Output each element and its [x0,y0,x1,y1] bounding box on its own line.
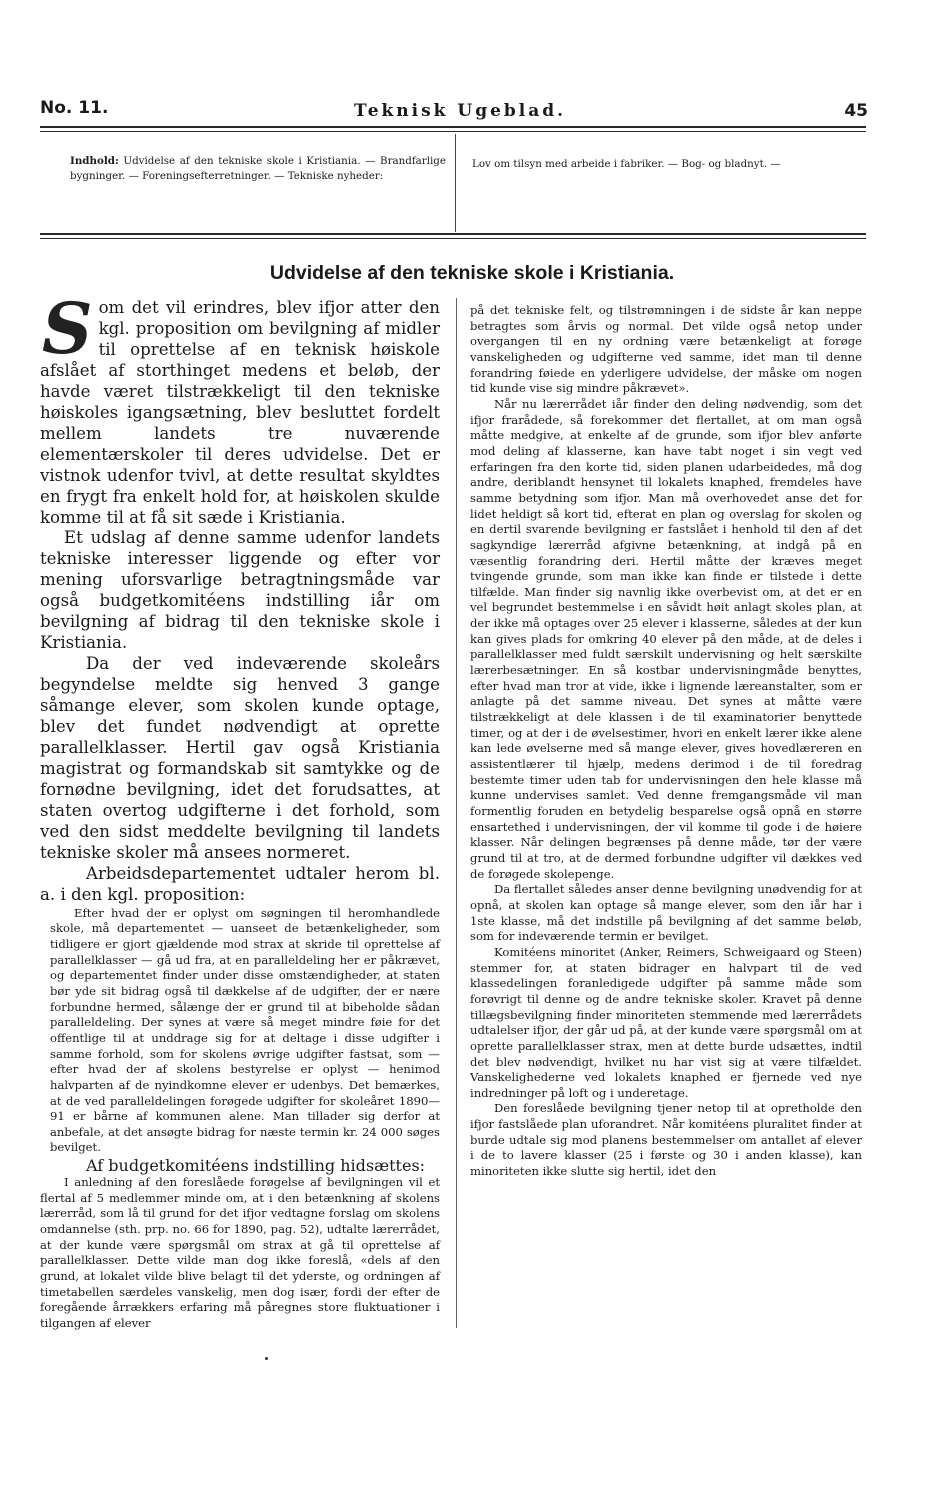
paragraph [40,528,440,654]
contents-label: Indhold: [70,155,119,167]
paragraph [40,864,440,906]
paragraph-text: Da flertallet således anser denne bevilgning unødvendig for at opnå, at skolen kan optage så mange elever, som den iår har i 1ste klasse, må det indstille på bevilgning af det samme beløb, som for indeværende termin er bevilget. [470,882,862,944]
page-number: 45 [844,101,868,121]
paragraph [40,1156,440,1175]
paragraph-text: Når nu lærerrådet iår finder den deling nødvendig, som det ifjor frarådede, så forekommer det flertallet, at om man også måtte medgive, at enkelte af de grunde, som ifjor blev anførte mod deling af klasserne, kan have tabt noget i sin vegt ved erfaringen fra den korte tid, siden planen udarbeidedes, må dog andre, deriblandt hensynet til lokalets knaphed, fremdeles have samme betydning som ifjor. Man må overhovedet anse det for lidet heldigt så kort tid, efterat en plan og overslag for skolen og en dertil svarende bevilgning er fastslået i henhold til den af det sagkyndige lærerråd afgivne betænkning, at indgå på en væsentlig forandring deri. Hertil måtte der kræves meget tvingende grunde, som man ikke kan finde er tilstede i dette tilfælde. Man finder sig navnlig ikke overbevist om, at det er en vel begrundet bestemmelse i en såvidt høit anlagt skoles plan, at der ikke må optages over 25 elever i klasserne, således at der kun kan gives plads for omkring 40 elever på den måde, at de deles i parallelklasser med fuldt særskilt undervisning og helt særskilte lærerbesætninger. En så kostbar undervisningmåde benyttes, efter hvad man tror at vide, ikke i lignende læreanstalter, som er anlagte på det samme niveau. Det synes at måtte være tilstrækkeligt at dele klassen i de til examinatorier benyttede timer, og at der i de øvelsestimer, hvori en enkelt lærer ikke alene kan lede øvelserne med så mange elever, gives hovedlæreren en assistentlærer til hjælp, medens derimod i de til foredrag bestemte timer uden tab for undervisningen den hele klasse må kunne undervises samlet. Ved denne fremgangsmåde vil man formentlig foruden en betydelig besparelse også opnå en større ensartethed i undervisningen, der vil komme til gode i de høiere klasser. Når delingen begrænses på denne måde, tør der være grund til at tro, at de dermed forbundne udgifter vil dækkes ved de forøgede skolepenge. [470,396,862,881]
paragraph [470,303,862,397]
column-divider [456,298,457,1328]
paragraph-text: Arbeidsdepartementet udtaler herom bl. a. i den kgl. proposition: [40,863,440,904]
paragraph-text: Komitéens minoritet (Anker, Reimers, Schweigaard og Steen) stemmer for, at staten bidrager en halvpart til de ved klassedelingen foranledigede udgifter på samme måde som forøvrigt til denne og de andre tekniske skoler. Kravet på denne tillægsbevilgning finder minoriteten stemmende med lærerrådets udtalelser ifjor, der går ud på, at der kunde være spørgsmål om at oprette parallelklasser strax, men at dette burde udsættes, indtil det blev nødvendigt, hvilket nu har vist sig at være tilfældet. Vanskelighederne ved lokalets knaphed er fjernede ved nye indredninger på loft og i underetage. [470,944,862,1100]
paragraph [470,882,862,945]
paragraph-text: Af budgetkomitéens indstilling hidsættes: [86,1156,426,1176]
left-column [40,287,440,1332]
paragraph-text: om det vil erindres, blev ifjor atter den kgl. proposition om bevilgning af midler til oprettelse af en teknisk høiskole afslået af storthinget medens et beløb, der havde været tilstrækkeligt til den tekniske høiskoles igangsætning, blev besluttet fordelt mellem landets tre nuværende elementærskoler til deres udvidelse. Det er vistnok udenfor tvivl, at dette resultat skyldtes en frygt fra enkelt hold for, at høiskolen skulde komme til at få sit sæde i Kristiania. [40,298,440,527]
ink-dot [265,1357,268,1360]
header-rule-thin [40,131,866,132]
paragraph-text: på det tekniske felt, og tilstrømningen i de sidste år kan neppe betragtes som årvis og normal. Det vilde også netop under overgangen til en ny ordning være betænkeligt at forøge vanskeligheden og udgifterne ved samme, idet man til denne forandring føiede en yderligere udvidelse, der måske om nogen tid kunde vise sig mindre påkrævet». [470,303,862,396]
right-column [470,303,862,1180]
paragraph-text: Et udslag af denne samme udenfor landets tekniske interesser liggende og efter vor mening uforsvarlige betragtningsmåde var også budgetkomitéens indstilling iår om bevilgning af bidrag til den tekniske skole i Kristiania. [40,528,440,653]
drop-cap: S [42,287,93,370]
paragraph [40,287,440,528]
paragraph-text: Den foreslåede bevilgning tjener netop til at opretholde den ifjor fastslåede plan uforandret. Når komitéens pluralitet finder at burde udtale sig mod planens bestemmelser om antallet af elever i de to lavere klasser (25 i første og 30 i anden klasse), kan minoriteten ikke slutte sig hertil, idet den [470,1101,862,1179]
paragraph [40,906,440,1157]
paragraph [40,654,440,864]
paragraph [470,1101,862,1179]
contents-left-text: Udvidelse af den tekniske skole i Kristiania. — Brandfarlige bygninger. — Foreningsefterretninger. — Tekniske nyheder: [70,155,446,182]
paragraph [470,945,862,1102]
article-title: Udvidelse af den tekniske skole i Kristiania. [269,262,675,284]
contents-rule-thin [40,238,866,239]
issue-number: No. 11. [40,98,109,118]
paragraph [40,1175,440,1332]
paragraph-text: Efter hvad der er oplyst om søgningen til heromhandlede skole, må departementet — uanseet de betænkeligheder, som tidligere er gjort gjældende mod strax at skride til oprettelse af parallelklasser — gå ud fra, at en paralleldeling her er påkrævet, og departementet finder under disse omstændigheder, at staten bør yde sit bidrag også til dækkelse af de udgifter, der er nære forbundne hermed, sålænge der er grund til at bibeholde sådan paralleldeling. Der synes at være så meget mindre føie for det offentlige til at unddrage sig for at deltage i disse udgifter i samme forhold, som for skolens øvrige udgifter fastsat, som — efter hvad der af skolens bestyrelse er oplyst — henimod halvparten af de nyindkomne elever er udenbys. Det bemærkes, at de ved paralleldelingen forøgede udgifter for skoleåret 1890—91 er bårne af kommunen alene. Man tillader sig derfor at anbefale, at det ansøgte bidrag for næste termin kr. 24 000 søges bevilget. [50,905,440,1155]
contents-divider [455,134,456,232]
contents-left [70,154,446,184]
paragraph-text: Da der ved indeværende skoleårs begyndelse meldte sig henved 3 gange såmange elever, som skolen kunde optage, blev det fundet nødvendigt at oprette parallelklasser. Hertil gav også Kristiania magistrat og formandskab sit samtykke og de fornødne bevilgning, idet det forudsattes, at staten overtog udgifterne i det forhold, som ved den sidst meddelte bevilgning til landets tekniske skoler må ansees normeret. [40,654,440,862]
journal-title: Teknisk Ugeblad. [354,101,567,121]
paragraph [470,397,862,882]
contents-right: Lov om tilsyn med arbeide i fabriker. — Bog- og bladnyt. — [472,158,781,170]
paragraph-text: I anledning af den foreslåede forøgelse af bevilgningen vil et flertal af 5 medlemmer minde om, at i den betænkning af skolens lærerråd, som lå til grund for det ifjor vedtagne forslag om skolens omdannelse (sth. prp. no. 66 for 1890, pag. 52), udtalte lærerrådet, at der kunde være spørgsmål om strax at gå til oprettelse af parallelklasser. Dette vilde man dog ikke foreslå, «dels af den grund, at lokalet vilde blive belagt til det yderste, og ordningen af timetabellen særdeles vanskelig, men dog især, fordi der efter de foregående årrækkers erfaring må påregnes store fluktuationer i tilgangen af elever [40,1175,440,1331]
header-rule [40,126,866,128]
contents-rule [40,233,866,235]
